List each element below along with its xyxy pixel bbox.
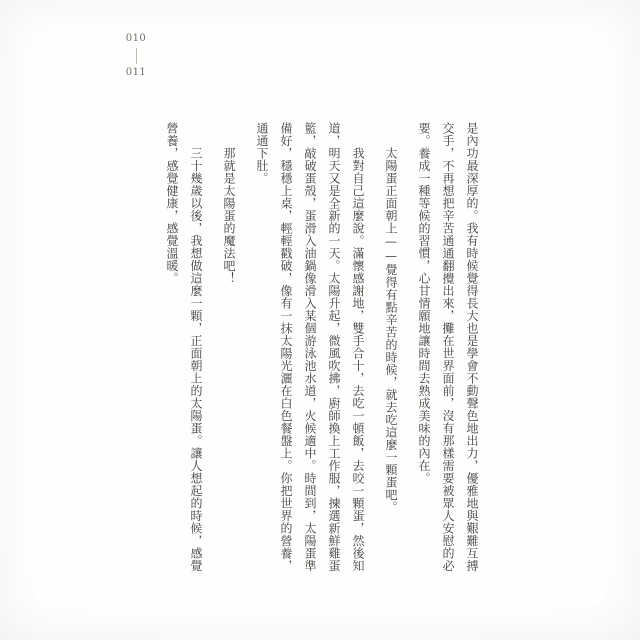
paragraph: 我對自己這麼說。滿懷感謝地，雙手合十，去吃一頓飯，去咬一顆蛋，然後知道，明天又是全新的一天。太陽升起，微風吹拂，廚師換上工作服，揀選新鮮雞蛋籃，敲破蛋殼，蛋滑入油鍋像滑入某個游泳池水道，火候適中。時間到，太陽蛋準備好，穩穩上桌，輕輕戳破，像有一抹太陽光灑在白色餐盤上。你把世界的營養，通通下肚。 — [255, 122, 365, 572]
page-number-bottom: 011 — [125, 67, 147, 78]
paragraph: 那就是太陽蛋的魔法吧！ — [222, 147, 236, 285]
paragraph: 三十幾歲以後，我想做這麼一顆，正面朝上的太陽蛋。讓人想起的時候，感覺營養，感覺健康，感覺溫暖。 — [165, 122, 203, 572]
page-number-divider — [136, 48, 137, 64]
folio — [120, 34, 152, 78]
paragraph: 太陽蛋正面朝上——覺得有點辛苦的時候，就去吃這麼一顆蛋吧。 — [384, 147, 398, 514]
vertical-text-block — [160, 122, 484, 577]
page-number-top: 010 — [125, 33, 147, 44]
paragraph: 是內功最深厚的。我有時候覺得長大也是學會不動聲色地出力，優雅地與艱難互搏交手，不再想把辛苦通通翻攪出來，攤在世界面前，沒有那樣需要被眾人安慰的必要。養成一種等候的習慣，心甘情願地讓時間去熟成美味的內在。 — [417, 122, 479, 572]
